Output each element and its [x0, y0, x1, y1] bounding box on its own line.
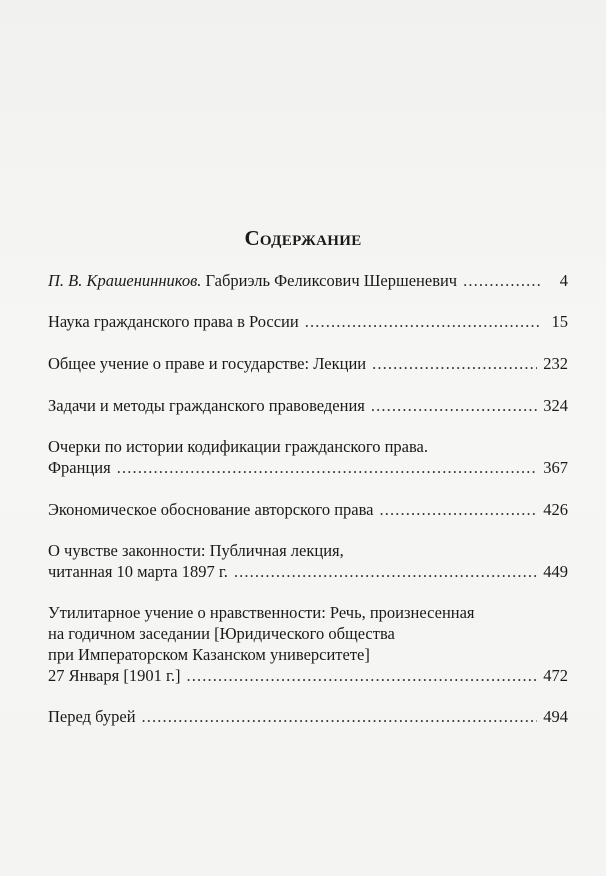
toc-line: [48, 706, 568, 727]
toc-entry-title: Утилитарное учение о нравственности: Речь, произнесенная: [48, 603, 475, 622]
toc-page-number: 4: [559, 271, 568, 290]
toc-entry-title: [48, 270, 457, 291]
toc-entry-title-text: Габриэль Феликсович Шершеневич: [205, 271, 458, 290]
toc-entry-title: О чувстве законности: Публичная лекция,: [48, 541, 344, 560]
toc-page-number: 232: [543, 354, 568, 373]
dot-leader: [142, 706, 538, 727]
toc-line: [48, 665, 568, 686]
toc-entry: [48, 270, 568, 291]
toc-entry-author: П. В. Крашенинников.: [48, 271, 202, 290]
toc-entry-title: Перед бурей: [48, 707, 136, 726]
toc-entry-title: 27 Января [1901 г.]: [48, 666, 181, 685]
toc-entry-title: Задачи и методы гражданского правоведения: [48, 396, 365, 415]
toc-page-number: 472: [543, 666, 568, 685]
toc-line: [48, 561, 568, 582]
toc-entry-title: Очерки по истории кодификации гражданского права.: [48, 437, 428, 456]
toc-entry-title: Наука гражданского права в России: [48, 312, 299, 331]
toc-entry-title: читанная 10 марта 1897 г.: [48, 562, 228, 581]
toc-entry: [48, 311, 568, 332]
dot-leader: [371, 395, 537, 416]
toc-entry: [48, 602, 568, 686]
dot-leader: [380, 499, 538, 520]
dot-leader: [117, 457, 538, 478]
toc-page-number: 15: [551, 312, 568, 331]
toc-entry-title: при Императорском Казанском университете]: [48, 645, 370, 664]
toc-page-number: 324: [543, 396, 568, 415]
toc-entry-title: Общее учение о праве и государстве: Лекции: [48, 354, 367, 373]
toc-entry: [48, 353, 568, 374]
toc-line: [48, 457, 568, 478]
toc-line: [48, 353, 568, 374]
toc-entry-title: на годичном заседании [Юридического общества: [48, 624, 395, 643]
toc-line: [48, 311, 568, 332]
toc-entry-title: Франция: [48, 458, 111, 477]
toc-entry: [48, 395, 568, 416]
toc-line: [48, 499, 568, 520]
toc-page-number: 426: [543, 500, 568, 519]
toc-page-number: 449: [543, 562, 568, 581]
toc-page-number: 367: [543, 458, 568, 477]
contents-heading: Содержание: [244, 226, 362, 250]
dot-leader: [186, 665, 537, 686]
toc-line: [48, 270, 568, 291]
toc-entry: [48, 499, 568, 520]
toc-page-number: 494: [543, 707, 568, 726]
toc-entry: [48, 706, 568, 727]
toc-entry: [48, 540, 568, 582]
table-of-contents: [48, 270, 568, 727]
dot-leader: [372, 353, 537, 374]
dot-leader: [234, 561, 537, 582]
toc-entry-title: Экономическое обоснование авторского права: [48, 500, 374, 519]
toc-line: [48, 395, 568, 416]
dot-leader: [463, 270, 540, 291]
dot-leader: [305, 311, 540, 332]
toc-entry: [48, 436, 568, 478]
